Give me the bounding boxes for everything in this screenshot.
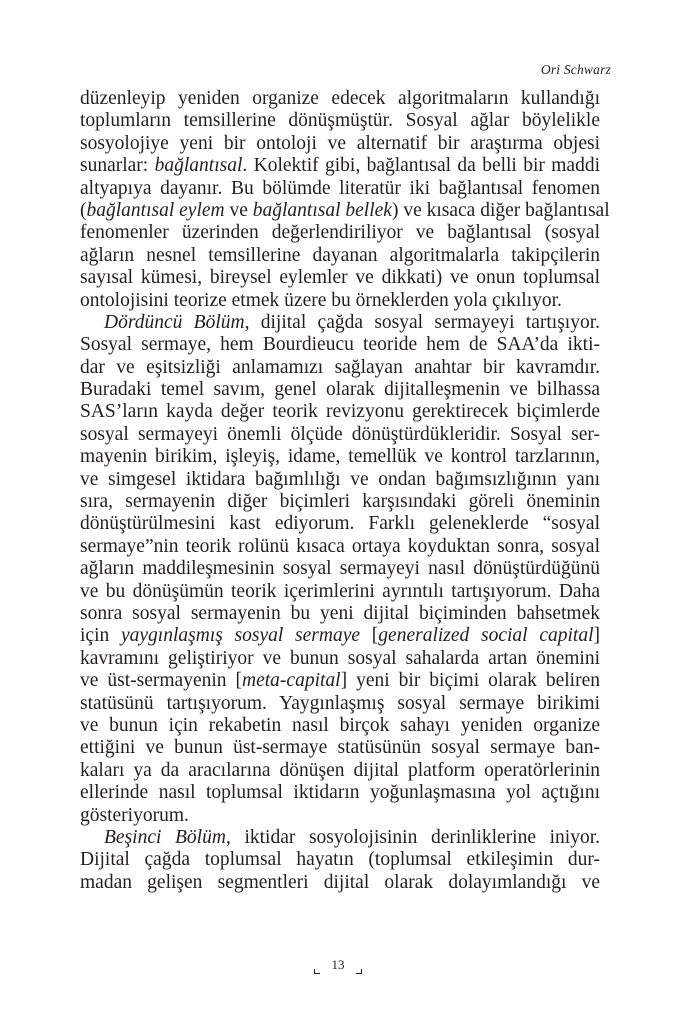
text-line: sosyal sermayeyi önemli ölçüde dönüştürdükleridir. Sosyal ser- xyxy=(80,423,600,445)
text-line: Dijital çağda toplumsal hayatın (toplumsal etkileşimin dur- xyxy=(80,849,600,871)
text-line: ellerinde nasıl toplumsal iktidarın yoğunlaşmasına yol açtığını xyxy=(80,782,600,804)
text-line: mayenin birikim, işleyiş, idame, temellük ve kontrol tarzlarının, xyxy=(80,446,600,468)
italic-term: Dördüncü Bölüm xyxy=(104,311,245,333)
text-line: ontolojisini teorize etmek üzere bu örneklerden yola çıkılıyor. xyxy=(80,289,562,311)
text-line: kavramını geliştiriyor ve bunun sosyal sahalarda artan önemini xyxy=(80,647,600,669)
text-line: ettiğini ve bunun üst-sermaye statüsünün sosyal sermaye ban- xyxy=(80,737,600,759)
text-line: SAS’ların kayda değer teorik revizyonu gerektirecek biçimlerde xyxy=(80,401,600,423)
text-line: gösteriyorum. xyxy=(80,804,189,826)
text-line: Beşinci Bölüm, iktidar sosyolojisinin derinliklerine iniyor. xyxy=(104,826,600,848)
text-line: toplumların temsillerine dönüşmüştür. Sosyal ağlar böylelikle xyxy=(80,110,600,132)
text-line: ve simgesel iktidara bağımlılığı ve ondan bağımsızlığının yanı xyxy=(80,468,600,490)
text-line: ağların maddileşmesinin sosyal sermayeyi nasıl dönüştürdüğünü xyxy=(80,558,600,580)
italic-term: yaygınlaşmış sosyal sermaye xyxy=(121,625,361,647)
text-line: sunarlar: bağlantısal. Kolektif gibi, bağlantısal da belli bir maddi xyxy=(80,155,600,177)
page-number xyxy=(314,955,362,977)
text-line: için yaygınlaşmış sosyal sermaye [generalized social capital] xyxy=(80,625,601,647)
text-line: kaları ya da aracılarına dönüşen dijital platform operatörlerinin xyxy=(80,759,600,781)
running-head-author: Ori Schwarz xyxy=(540,62,611,77)
text-line: Sosyal sermaye, hem Bourdieucu teoride hem de SAA’da ikti- xyxy=(80,334,600,356)
folio-bracket-right xyxy=(356,969,362,974)
italic-term: generalized social capital xyxy=(378,625,594,647)
text-line: sonra sosyal sermayenin bu yeni dijital biçiminden bahsetmek xyxy=(80,602,600,624)
page-number-text: 13 xyxy=(331,957,345,972)
text-line: sayısal kümesi, bireysel eylemler ve dikkati) ve onun toplumsal xyxy=(80,267,600,289)
text-line: sıra, sermayenin diğer biçimleri karşısındaki göreli öneminin xyxy=(80,491,600,513)
italic-term: bağlantısal bellek xyxy=(252,199,392,221)
italic-term: bağlantısal eylem xyxy=(86,199,225,221)
text-line: fenomenler üzerinden değerlendiriliyor ve bağlantısal (sosyal xyxy=(80,222,600,244)
text-line: statüsünü tartışıyorum. Yaygınlaşmış sosyal sermaye birikimi xyxy=(80,692,600,714)
text-line: sosyolojiye yeni bir ontoloji ve alternatif bir araştırma objesi xyxy=(80,132,600,154)
text-line: altyapıya dayanır. Bu bölümde literatür iki bağlantısal fenomen xyxy=(80,177,600,199)
italic-term: meta-capital xyxy=(242,670,341,692)
text-line: ve üst-sermayenin [meta-capital] yeni bir biçimi olarak beliren xyxy=(80,670,600,692)
folio-bracket-left xyxy=(314,969,320,974)
text-line: düzenleyip yeniden organize edecek algoritmaların kullandığı xyxy=(80,88,600,109)
text-line: madan gelişen segmentleri dijital olarak dolayımlandığı ve xyxy=(80,871,600,893)
text-line: (bağlantısal eylem ve bağlantısal bellek) ve kısaca diğer bağlantısal xyxy=(80,199,610,221)
text-line: dönüştürülmesini kast ediyorum. Farklı geleneklerde “sosyal xyxy=(80,513,600,535)
text-line: ve bu dönüşümün teorik içerimlerini ayrıntılı tartışıyorum. Daha xyxy=(80,580,600,602)
text-line: dar ve eşitsizliği anlamamızı sağlayan anahtar bir kavramdır. xyxy=(80,356,600,378)
body-text xyxy=(80,88,610,894)
text-line: ağların nesnel temsillerine dayanan algoritmalarla takipçilerin xyxy=(80,244,600,266)
text-line: Buradaki temel savım, genel olarak dijitalleşmenin ve bilhassa xyxy=(80,379,600,401)
text-line: sermaye”nin teorik rolünü kısaca ortaya koyduktan sonra, sosyal xyxy=(80,535,600,557)
text-line: ve bunun için rekabetin nasıl birçok sahayı yeniden organize xyxy=(80,714,600,736)
text-line: Dördüncü Bölüm, dijital çağda sosyal sermayeyi tartışıyor. xyxy=(104,311,601,333)
italic-term: bağlantısal xyxy=(154,155,243,177)
italic-term: Beşinci Bölüm xyxy=(104,826,226,848)
